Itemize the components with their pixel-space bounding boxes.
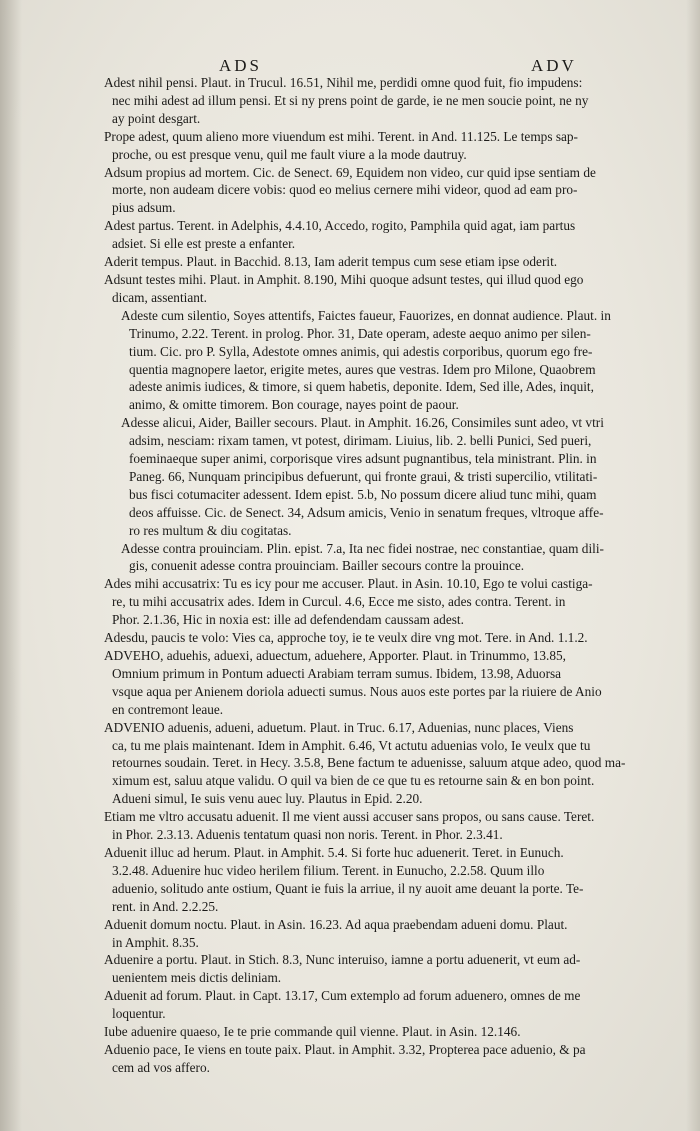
entry-line: Iube aduenire quaeso, Ie te prie commande quil vienne. Plaut. in Asin. 12.146. — [104, 1024, 521, 1040]
dictionary-entry — [104, 164, 686, 218]
entry-line: rent. in And. 2.2.25. — [112, 898, 219, 914]
entry-line: Aduenio pace, Ie viens en toute paix. Plaut. in Amphit. 3.32, Propterea pace aduenio, & pa — [104, 1041, 586, 1057]
entry-line: ADVEHO, aduehis, aduexi, aduectum, aduehere, Apporter. Plaut. in Trinummo, 13.85, — [104, 648, 566, 663]
entry-line: Adsunt testes mihi. Plaut. in Amphit. 8.190, Mihi quoque adsunt testes, qui illud quod ego — [104, 271, 584, 287]
dictionary-entry — [104, 74, 686, 128]
entry-line: aduenio, solitudo ante ostium, Quant ie fuis la arriue, il ny auoit ame deuant la porte. Te- — [112, 880, 584, 896]
dictionary-entry — [104, 540, 686, 576]
entry-line: tium. Cic. pro P. Sylla, Adestote omnes animis, qui adestis corporibus, quorum ego fre- — [129, 343, 593, 359]
header-left-guideword: ADS — [219, 56, 263, 75]
entry-line: Adesse contra prouinciam. Plin. epist. 7.a, Ita nec fidei nostrae, nec constantiae, quam dili- — [121, 540, 604, 556]
entry-line: pius adsum. — [112, 200, 176, 216]
entry-line: cem ad vos affero. — [112, 1059, 210, 1075]
entry-line: Adeste cum silentio, Soyes attentifs, Faictes faueur, Fauorizes, en donnat audience. Plaut. in — [121, 307, 611, 323]
dictionary-entry — [104, 1041, 686, 1077]
header-right-guideword: ADV — [531, 56, 577, 75]
entry-line: ximum est, saluu atque validu. O quil va bien de ce que tu es retourne sain & en bon point. — [112, 773, 595, 789]
entry-line: Omnium primum in Pontum aduecti Arabiam terram sumus. Ibidem, 13.98, Aduorsa — [112, 665, 562, 681]
entry-line: Aduenit domum noctu. Plaut. in Asin. 16.23. Ad aqua praebendam adueni domu. Plaut. — [104, 916, 568, 932]
dictionary-entry — [104, 647, 686, 719]
dictionary-entry — [104, 414, 686, 539]
entry-line: Adest partus. Terent. in Adelphis, 4.4.10, Accedo, rogito, Pamphila quid agat, iam partus — [104, 218, 576, 234]
entry-line: dicam, assentiant. — [112, 289, 207, 305]
entry-line: Ades mihi accusatrix: Tu es icy pour me accuser. Plaut. in Asin. 10.10, Ego te volui castiga- — [104, 576, 593, 592]
entry-line: proche, ou est presque venu, quil me fault viure a la mode dautruy. — [112, 146, 467, 162]
entry-line: nec mihi adest ad illum pensi. Et si ny prens point de garde, ie ne men soucie point, ne ny — [112, 92, 589, 108]
entry-line: Trinumo, 2.22. Terent. in prolog. Phor. 31, Date operam, adeste aequo animo per silen- — [129, 325, 591, 341]
entry-line: adeste animis iudices, & timore, si quem habetis, deponite. Idem, Sed ille, Ades, inquit, — [129, 379, 594, 395]
entry-line: ay point desgart. — [112, 110, 201, 126]
entry-line: Etiam me vltro accusatu aduenit. Il me vient aussi accuser sans propos, ou sans cause. Teret. — [104, 809, 595, 825]
entry-line: Aduenit ad forum. Plaut. in Capt. 13.17, Cum extemplo ad forum aduenero, omnes de me — [104, 988, 581, 1004]
entry-line: 3.2.48. Aduenire huc video herilem filium. Terent. in Eunucho, 2.2.58. Quum illo — [112, 862, 545, 878]
dictionary-entry — [104, 575, 686, 629]
entry-line: Aduenit illuc ad herum. Plaut. in Amphit. 5.4. Si forte huc aduenerit. Teret. in Eunuch. — [104, 844, 564, 860]
entry-line: Adesse alicui, Aider, Bailler secours. Plaut. in Amphit. 16.26, Consimiles sunt adeo, vt vtri — [121, 415, 604, 431]
entry-line: gis, conuenit adesse contra prouinciam. Bailler secours contre la prouince. — [129, 558, 525, 574]
dictionary-entry — [104, 307, 686, 414]
entry-line: Prope adest, quum alieno more viuendum est mihi. Terent. in And. 11.125. Le temps sap- — [104, 128, 578, 144]
entry-line: Adueni simul, Ie suis venu auec luy. Plautus in Epid. 2.20. — [112, 791, 423, 807]
entry-line: in Phor. 2.3.13. Aduenis tentatum quasi non noris. Terent. in Phor. 2.3.41. — [112, 827, 503, 843]
entry-line: Aderit tempus. Plaut. in Bacchid. 8.13, Iam aderit tempus cum sese etiam ipse oderit. — [104, 254, 558, 270]
dictionary-entry — [104, 719, 686, 809]
entry-line: ADVENIO aduenis, adueni, aduetum. Plaut. in Truc. 6.17, Aduenias, nunc places, Viens — [104, 719, 574, 735]
entry-line: deos affuisse. Cic. de Senect. 34, Adsum amicis, Venio in senatum freques, vltroque affe- — [129, 504, 604, 520]
entry-line: re, tu mihi accusatrix ades. Idem in Curcul. 4.6, Ecce me sisto, ades contra. Terent. in — [112, 594, 566, 610]
entry-line: Paneg. 66, Nunquam principibus defuerunt, qui fronte graui, & tristi supercilio, vtilitati- — [129, 468, 598, 484]
entry-line: ro res multum & diu cogitatas. — [129, 522, 292, 538]
dictionary-entry — [104, 629, 686, 647]
dictionary-entry — [104, 951, 686, 987]
entry-line: Aduenire a portu. Plaut. in Stich. 8.3, Nunc interuiso, iamne a portu aduenerit, vt eum ad- — [104, 952, 581, 968]
entry-line: animo, & omitte timorem. Bon courage, nayes point de paour. — [129, 397, 459, 413]
dictionary-entry — [104, 128, 686, 164]
entry-line: in Amphit. 8.35. — [112, 934, 199, 950]
dictionary-entry — [104, 916, 686, 952]
dictionary-entry — [104, 808, 686, 844]
entry-line: quentia magnopere laetor, erigite metes, aures que vestras. Idem pro Milone, Quaobrem — [129, 361, 596, 377]
dictionary-text-column — [104, 74, 686, 1077]
dictionary-entry — [104, 844, 686, 916]
entry-line: retournes soudain. Teret. in Hecy. 3.5.8, Bene factum te aduenisse, saluum atque adeo, quod ma- — [112, 755, 626, 771]
entry-line: Adesdu, paucis te volo: Vies ca, approche toy, ie te veulx dire vng mot. Tere. in And. 1.1.2. — [104, 630, 588, 646]
dictionary-entry — [104, 987, 686, 1023]
entry-line: foeminaeque super animi, corporisque vires adsunt pugnantibus, tela ministrant. Plin. in — [129, 451, 597, 467]
dictionary-entry — [104, 271, 686, 307]
entry-line: morte, non audeam dicere vobis: quod eo melius cernere mihi videor, quod ad eam pro- — [112, 182, 578, 198]
dictionary-entry — [104, 1023, 686, 1041]
entry-line: ca, tu me plais maintenant. Idem in Amphit. 6.46, Vt actutu aduenias volo, Ie veulx que tu — [112, 737, 591, 753]
entry-line: Adsum propius ad mortem. Cic. de Senect. 69, Equidem non video, cur quid ipse sentiam de — [104, 164, 596, 180]
entry-line: adsim, nesciam: rixam tamen, vt potest, dirimam. Liuius, lib. 2. belli Punici, Sed pueri, — [129, 433, 592, 449]
entry-line: bus fisci cotumaciter adessent. Idem epist. 5.b, No possum dicere aliud tunc mihi, quam — [129, 486, 597, 502]
entry-line: Adest nihil pensi. Plaut. in Trucul. 16.51, Nihil me, perdidi omne quod fuit, fio impudens: — [104, 75, 583, 90]
dictionary-entry — [104, 217, 686, 253]
dictionary-entry — [104, 253, 686, 271]
entry-line: vsque aqua per Anienem doriola aduecti sumus. Nous auos este portes par la riuiere de Anio — [112, 683, 602, 699]
entry-line: uenientem meis dictis deliniam. — [112, 970, 282, 986]
entry-line: adsiet. Si elle est preste a enfanter. — [112, 236, 296, 252]
entry-line: Phor. 2.1.36, Hic in noxia est: ille ad defendendam caussam adest. — [112, 612, 464, 628]
entry-line: en contremont leaue. — [112, 701, 224, 717]
entry-line: loquentur. — [112, 1006, 166, 1022]
